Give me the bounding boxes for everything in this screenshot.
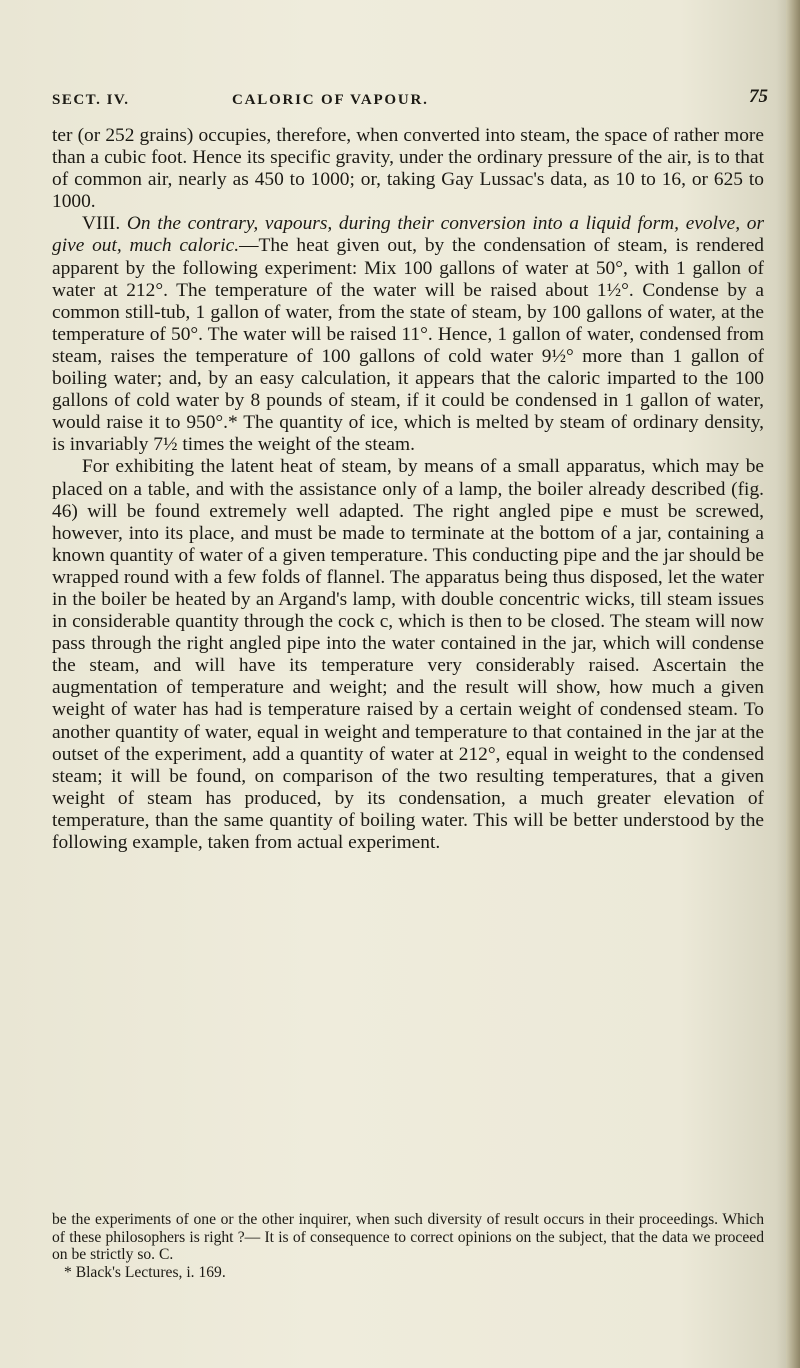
page-edge (786, 0, 800, 1368)
paragraph-section-viii (52, 213, 764, 456)
paragraph: For exhibiting the latent heat of steam, by means of a small apparatus, which may be placed on a table, and with the assistance only of a lamp, the boiler already described (fig. 46) will be found extremely well adapted. The right angled pipe e must be screwed, however, into its place, and must be made to terminate at the bottom of a jar, containing a known quantity of water of a given temperature. This conducting pipe and the jar should be wrapped round with a few folds of flannel. The apparatus being thus disposed, let the water in the boiler be heated by an Argand's lamp, with double concentric wicks, till steam issues in considerable quantity through the cock c, which is then to be closed. The steam will now pass through the right angled pipe into the water contained in the jar, which will condense the steam, and will have its temperature very considerably raised. Ascertain the augmentation of temperature and weight; and the result will show, how much a given weight of water has had is temperature raised by a certain weight of condensed steam. To another quantity of water, equal in weight and temperature to that contained in the jar at the outset of the experiment, add a quantity of water at 212°, equal in weight to the condensed steam; it will be found, on comparison of the two resulting temperatures, that a given weight of steam has produced, by its condensation, a much greater elevation of temperature, than the same quantity of boiling water. This will be better understood by the following example, taken from actual experiment. (52, 456, 764, 853)
paragraph: ter (or 252 grains) occupies, therefore, when converted into steam, the space of rather more than a cubic foot. Hence its specific gravity, under the ordinary pressure of the air, is to that of common air, nearly as 450 to 1000; or, taking Gay Lussac's data, as 10 to 16, or 625 to 1000. (52, 125, 764, 213)
running-header (52, 86, 768, 116)
page-number: 75 (749, 86, 768, 107)
section-heading: On the contrary, vapours, during their conversion into a liquid form, evolve, or give out, much caloric. (52, 213, 764, 257)
footnotes (52, 1211, 764, 1281)
section-number: VIII. (82, 213, 121, 235)
chapter-title: CALORIC OF VAPOUR. (232, 92, 429, 108)
footnote-black: * Black's Lectures, i. 169. (64, 1263, 226, 1281)
footnote-continued: be the experiments of one or the other inquirer, when such diversity of result occurs in their proceedings. Which of these philosophers is right ?— It is of consequence to correct opinions on the subject, that the data we proceed on be strictly so. C. (52, 1211, 764, 1263)
body-text (52, 125, 764, 854)
section-label: SECT. IV. (52, 92, 130, 108)
paragraph-text: —The heat given out, by the condensation of steam, is rendered apparent by the following experiment: Mix 100 gallons of water at 50°, with 1 gallon of water at 212°. The temperature of the water will be raised about 1½°. Condense by a common still-tub, 1 gallon of water, from the state of steam, by 100 gallons of water, at the temperature of 50°. The water will be raised 11°. Hence, 1 gallon of water, condensed from steam, raises the temperature of 100 gallons of cold water 9½° more than 1 gallon of boiling water; and, by an easy calculation, it appears that the caloric imparted to the 100 gallons of cold water by 8 pounds of steam, if it could be condensed in 1 gallon of water, would raise it to 950°.* The quantity of ice, which is melted by steam of ordinary density, is invariably 7½ times the weight of the steam. (52, 235, 764, 456)
